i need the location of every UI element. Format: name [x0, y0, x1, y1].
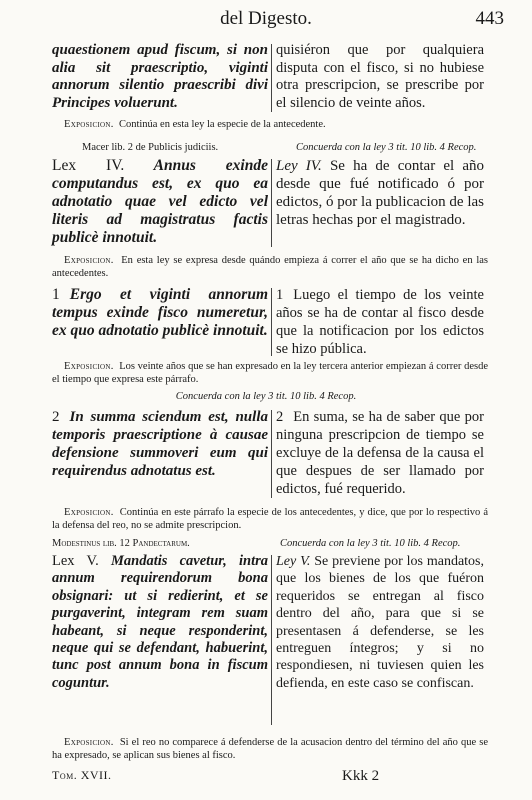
source-center — [0, 390, 532, 403]
running-title: del Digesto. — [220, 8, 312, 29]
spanish-body: Se previene por los mandatos, que los bienes de los que fuéron requeridos se entregan al fisco dentro del año, para que si se presentasen á defenderse, se les entreguen íntegros; y si no respondiesen, ni tuviesen quien les defienda, en este caso se confiscan. — [276, 554, 484, 691]
exposicion-text: Los veinte años que se han expresado en la ley tercera anterior empiezan á correr desde el tiempo que expresa este párrafo. — [52, 361, 489, 385]
spanish-body: Se ha de contar el año desde que fué notificado ó por edictos, ó por la publicacion de las letras hechas por el magistrado. — [276, 158, 484, 228]
latin-body: In summa sciendum est, nulla temporis praescriptione à causae defensione summoveri eum qui requirendus adnotatus est. — [52, 409, 268, 479]
column-divider — [271, 159, 272, 247]
paragraph-pair-1 — [0, 157, 532, 249]
spanish-text — [276, 408, 484, 498]
paragraph-pair-3 — [0, 408, 532, 500]
exposicion-text: En esta ley se expresa desde quándo empieza á correr el año que se ha dicho en las antecedentes. — [52, 255, 489, 279]
exposicion-label: Exposicion. — [64, 361, 114, 372]
exposicion-text: Continúa en este párrafo la especie de los antecedentes, y dice, que por lo respectivo á la defensa del reo, no se admite prescripcion. — [52, 507, 489, 531]
source-left — [82, 141, 218, 154]
latin-body: Ergo et viginti annorum tempus exinde fisco numeretur, ex quo adnotatio publicè innotuit. — [52, 286, 268, 339]
law-heading: Lex IV. — [52, 157, 125, 174]
concordance: Concuerda con la ley 3 tit. 10 lib. 4 Recop. — [280, 538, 461, 549]
paragraph-pair-4 — [0, 553, 532, 729]
column-divider — [271, 288, 272, 356]
column-divider — [271, 410, 272, 498]
exposicion-label: Exposicion. — [64, 119, 114, 130]
volume-mark: Tom. XVII. — [52, 768, 112, 782]
spanish-text: quisiéron que por qualquiera disputa con el fisco, si no hubiese otra prescripcion, se prescribe por el silencio de veinte años. — [276, 42, 484, 111]
source-right — [280, 537, 460, 550]
exposicion-label: Exposicion. — [64, 507, 114, 518]
latin-text — [52, 157, 268, 247]
exposicion-3 — [52, 506, 488, 532]
ley-heading: Ley V. — [276, 554, 311, 569]
spanish-text — [276, 286, 484, 358]
latin-body: Annus exinde computandus est, ex quo ea adnotatio quae vel edicto vel literis ad magistratus factis publicè innotuit. — [52, 157, 268, 246]
paragraph-number: 2 — [276, 409, 284, 425]
paragraph-pair-2 — [0, 286, 532, 358]
paragraph-pair-0 — [0, 42, 532, 114]
latin-text — [52, 286, 268, 340]
exposicion-4 — [52, 736, 488, 762]
column-divider — [271, 555, 272, 725]
spanish-body: En suma, se ha de saber que por ninguna prescripcion de tiempo se excluye de la defensa de la causa el que despues de ser llamado por edictos, fué requerido. — [276, 409, 484, 497]
latin-text — [52, 553, 268, 692]
spanish-text — [276, 553, 484, 692]
exposicion-label: Exposicion. — [64, 255, 114, 266]
ley-heading: Ley IV. — [276, 158, 322, 174]
paragraph-number: 1 — [52, 286, 60, 303]
concordance: Concuerda con la ley 3 tit. 10 lib. 4 Recop. — [175, 391, 357, 402]
page-number: 443 — [475, 8, 504, 29]
spanish-text — [276, 157, 484, 229]
exposicion-label: Exposicion. — [64, 737, 114, 748]
source-left — [52, 537, 190, 550]
law-heading: Lex V. — [52, 553, 99, 569]
column-divider — [271, 44, 272, 112]
exposicion-0 — [52, 118, 488, 131]
spanish-body: Luego el tiempo de los veinte años se ha de contar al fisco desde que la notificacion por los edictos se hizo pública. — [276, 287, 484, 357]
source-author: Macer lib. 2 de Publicis judiciis. — [82, 142, 219, 153]
signature-mark: Kkk 2 — [342, 768, 380, 784]
exposicion-2 — [52, 360, 488, 386]
page-footer — [52, 768, 488, 788]
paragraph-number: 2 — [52, 409, 60, 425]
paragraph-number: 1 — [276, 287, 284, 303]
source-right — [296, 141, 476, 154]
latin-text — [52, 408, 268, 480]
latin-text: quaestionem apud fiscum, si non alia sit praescriptio, viginti annorum silentio praescribi divi Principes voluerunt. — [52, 42, 268, 111]
page-header — [0, 8, 532, 34]
source-author: Modestinus lib. 12 Pandectarum. — [52, 538, 190, 549]
latin-body: Mandatis cavetur, intra annum requirendorum bona obsignari: ut si redierint, et se purgaverint, integram rem suam habeant, si neque responderint, neque qui se defendant, habuerint, tunc post annum bona in fiscum coguntur. — [52, 553, 268, 691]
exposicion-1 — [52, 254, 488, 280]
concordance: Concuerda con la ley 3 tit. 10 lib. 4 Recop. — [296, 142, 477, 153]
exposicion-text: Continúa en esta ley la especie de la antecedente. — [118, 119, 326, 130]
exposicion-text: Si el reo no comparece á defenderse de la acusacion dentro del término del año que se ha expresado, se aplican sus bienes al fisco. — [52, 737, 488, 761]
